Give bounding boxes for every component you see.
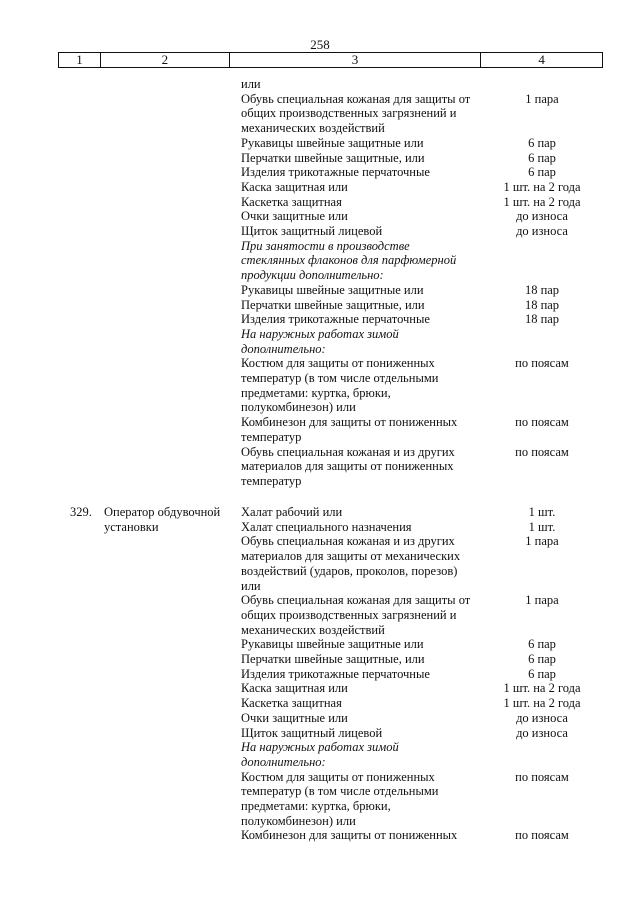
item-quantity: 1 шт. на 2 года — [503, 681, 581, 696]
item-description — [241, 92, 491, 136]
item-description — [241, 667, 491, 682]
item-line: На наружных работах зимой — [241, 740, 399, 755]
item-line: Очки защитные или — [241, 710, 348, 725]
entry-profession — [104, 505, 234, 534]
item-line: механических воздействий — [241, 121, 385, 136]
item-description — [241, 505, 491, 520]
item-line: общих производственных загрязнений и — [241, 106, 457, 121]
item-line: Изделия трикотажные перчаточные — [241, 312, 430, 327]
profession-line: установки — [104, 519, 159, 534]
item-quantity: до износа — [516, 710, 568, 725]
item-description — [241, 711, 491, 726]
item-description — [241, 165, 491, 180]
item-line: Костюм для защиты от пониженных — [241, 769, 435, 784]
item-description — [241, 415, 491, 444]
item-line: Изделия трикотажные перчаточные — [241, 165, 430, 180]
item-line: Комбинезон для защиты от пониженных — [241, 828, 458, 843]
item-quantity: по поясам — [515, 828, 569, 843]
item-description — [241, 828, 491, 843]
item-line: механических воздействий — [241, 622, 385, 637]
item-line: общих производственных загрязнений и — [241, 607, 457, 622]
item-description — [241, 534, 491, 593]
item-line: Рукавицы швейные защитные или — [241, 135, 424, 150]
item-line: предметами: куртка, брюки, — [241, 799, 391, 813]
item-description — [241, 726, 491, 741]
item-line: Каскетка защитная — [241, 194, 342, 209]
item-line: предметами: куртка, брюки, — [241, 385, 391, 400]
item-line: Обувь специальная кожаная для защиты от — [241, 91, 471, 106]
item-quantity: по поясам — [515, 356, 569, 371]
item-line: Костюм для защиты от пониженных — [241, 356, 435, 371]
column-header-row — [59, 53, 603, 68]
page-number: 258 — [310, 37, 330, 52]
item-quantity: по поясам — [515, 415, 569, 430]
item-quantity: по поясам — [515, 444, 569, 459]
entry-number: 329. — [70, 505, 92, 519]
item-line: Обувь специальная кожаная и из других — [241, 444, 455, 459]
item-quantity: 18 пар — [524, 282, 560, 297]
item-quantity: 1 шт. на 2 года — [503, 194, 581, 209]
profession-line: Оператор обдувочной — [104, 505, 221, 519]
item-quantity: 1 пара — [525, 534, 559, 549]
item-quantity: 1 шт. — [528, 519, 556, 534]
item-quantity: 18 пар — [524, 297, 560, 312]
item-line: Каска защитная или — [241, 179, 348, 194]
item-description — [241, 327, 491, 356]
item-description — [241, 77, 491, 92]
item-line: температур (в том числе отдельными — [241, 784, 439, 799]
item-line: стеклянных флаконов для парфюмерной — [241, 253, 457, 268]
item-line: Перчатки швейные защитные, или — [241, 297, 425, 312]
item-description — [241, 593, 491, 637]
item-line: Очки защитные или — [241, 209, 348, 224]
item-description — [241, 681, 491, 696]
item-description — [241, 740, 491, 769]
item-line: Обувь специальная кожаная и из других — [241, 534, 455, 549]
item-quantity: до износа — [516, 725, 568, 740]
item-description — [241, 283, 491, 298]
item-quantity: до износа — [516, 209, 568, 224]
item-line: Изделия трикотажные перчаточные — [241, 666, 430, 681]
item-quantity: 1 шт. — [528, 505, 556, 519]
item-quantity: 6 пар — [528, 165, 556, 180]
item-quantity: 6 пар — [528, 135, 556, 150]
item-description — [241, 209, 491, 224]
item-line: Рукавицы швейные защитные или — [241, 282, 424, 297]
item-line: воздействий (ударов, проколов, порезов) — [241, 563, 458, 578]
item-quantity: 1 шт. на 2 года — [503, 179, 581, 194]
item-line: или — [241, 578, 261, 593]
item-description — [241, 195, 491, 210]
item-line: материалов для защиты от пониженных — [241, 459, 454, 474]
item-line: Обувь специальная кожаная для защиты от — [241, 593, 471, 608]
item-description — [241, 696, 491, 711]
item-description — [241, 136, 491, 151]
item-description — [241, 356, 491, 415]
item-quantity: 1 пара — [525, 91, 559, 106]
item-line: температур (в том числе отдельными — [241, 371, 439, 385]
item-description — [241, 445, 491, 489]
item-description — [241, 239, 491, 283]
column-header-table — [58, 52, 603, 68]
item-line: продукции дополнительно: — [241, 268, 384, 283]
item-line: Рукавицы швейные защитные или — [241, 637, 424, 652]
column-header-1: 1 — [59, 53, 101, 68]
item-line: Комбинезон для защиты от пониженных — [241, 415, 458, 430]
item-description — [241, 312, 491, 327]
item-description — [241, 652, 491, 667]
item-line: Халат специального назначения — [241, 519, 412, 534]
item-quantity: до износа — [516, 224, 568, 238]
item-line: температур — [241, 429, 302, 444]
item-description — [241, 298, 491, 313]
item-quantity: 6 пар — [528, 637, 556, 652]
item-description — [241, 151, 491, 166]
column-header-4: 4 — [481, 53, 603, 68]
item-line: полукомбинезон) или — [241, 400, 356, 415]
column-header-2: 2 — [100, 53, 229, 68]
item-quantity: 1 пара — [525, 593, 559, 608]
item-description — [241, 224, 491, 239]
item-line: Халат рабочий или — [241, 505, 343, 519]
item-line: Каска защитная или — [241, 681, 348, 696]
item-line: Щиток защитный лицевой — [241, 725, 383, 740]
item-line: Перчатки швейные защитные, или — [241, 652, 425, 666]
item-line: дополнительно: — [241, 341, 326, 356]
item-description — [241, 770, 491, 829]
item-description — [241, 637, 491, 652]
column-header-3: 3 — [229, 53, 481, 68]
item-quantity: 6 пар — [528, 150, 556, 165]
item-line: Щиток защитный лицевой — [241, 224, 383, 238]
item-quantity: 18 пар — [524, 312, 560, 327]
item-line: материалов для защиты от механических — [241, 549, 461, 564]
item-line: дополнительно: — [241, 754, 326, 769]
item-line: При занятости в производстве — [241, 238, 410, 253]
item-line: На наружных работах зимой — [241, 326, 399, 341]
item-quantity: по поясам — [515, 769, 569, 784]
item-quantity: 6 пар — [528, 666, 556, 681]
item-line: температур — [241, 473, 302, 488]
item-line: или — [241, 77, 261, 91]
item-description — [241, 180, 491, 195]
item-line: Перчатки швейные защитные, или — [241, 150, 425, 165]
item-description — [241, 520, 491, 535]
item-line: Каскетка защитная — [241, 696, 342, 711]
item-quantity: 6 пар — [528, 652, 556, 666]
item-line: полукомбинезон) или — [241, 813, 356, 828]
item-quantity: 1 шт. на 2 года — [503, 696, 581, 711]
